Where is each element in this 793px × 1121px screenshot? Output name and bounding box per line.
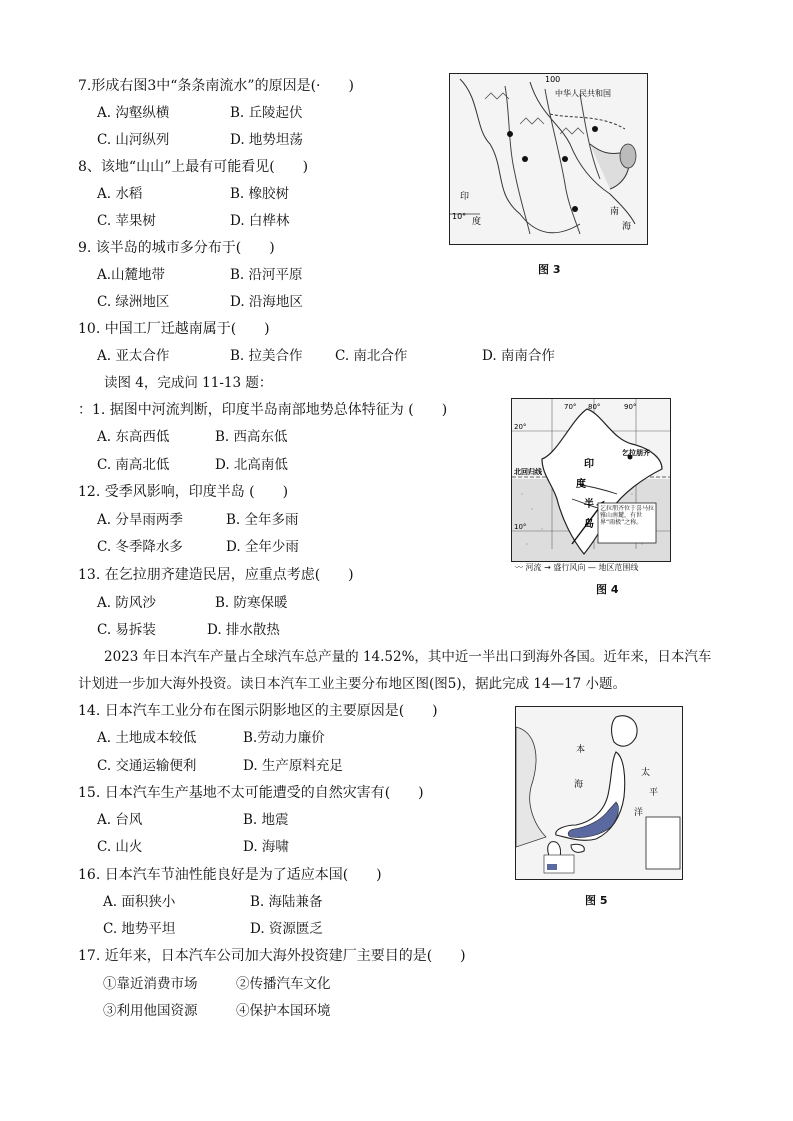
fig4-du: 度: [576, 479, 586, 490]
q16-option-a[interactable]: A. 面积狭小: [103, 894, 176, 910]
q16-option-b[interactable]: B. 海陆兼备: [250, 894, 323, 910]
intro-figure-4: 读图 4，完成问 11-13 题：: [104, 375, 273, 391]
fig5-tai: 太: [641, 768, 651, 778]
q11-option-c[interactable]: C. 南高北低: [97, 457, 170, 473]
q17-stem: 17. 近年来，日本汽车公司加大海外投资建厂主要目的是( ): [78, 948, 466, 964]
passage-line-1: 2023 年日本汽车产量占全球汽车总产量的 14.52%，其中近一半出口到海外各国。近年来，日本汽车: [104, 649, 712, 665]
fig4-lon70: 70°: [564, 403, 577, 411]
fig4-yin: 印: [584, 459, 594, 470]
q9-option-d[interactable]: D. 沿海地区: [230, 294, 303, 310]
q12-option-c[interactable]: C. 冬季降水多: [97, 539, 183, 555]
q16-stem: 16. 日本汽车节油性能良好是为了适应本国( ): [78, 867, 382, 883]
fig3-label-yin: 印: [460, 192, 470, 202]
q10-option-c[interactable]: C. 南北合作: [335, 348, 408, 364]
q16-option-c[interactable]: C. 地势平坦: [103, 921, 176, 937]
fig3-label-100: 100: [545, 75, 561, 84]
fig4-dao: 岛: [584, 519, 594, 530]
figure-5-caption: 图 5: [585, 894, 608, 907]
fig5-hai: 海: [574, 780, 584, 790]
q8-option-d[interactable]: D. 白桦林: [230, 213, 290, 229]
q17-option-1[interactable]: ①靠近消费市场: [103, 976, 198, 992]
q12-option-a[interactable]: A. 分旱雨两季: [97, 512, 183, 528]
q11-option-a[interactable]: A. 东高西低: [97, 429, 170, 445]
q17-option-4[interactable]: ④保护本国环境: [236, 1003, 331, 1019]
q10-option-d[interactable]: D. 南南合作: [482, 348, 555, 364]
q14-option-d[interactable]: D. 生产原料充足: [243, 758, 343, 774]
q16-option-d[interactable]: D. 资源匮乏: [250, 921, 323, 937]
fig3-label-hai: 海: [622, 222, 632, 232]
q12-stem: 12. 受季风影响，印度半岛 ( ): [78, 484, 289, 500]
figure-4-caption: 图 4: [596, 583, 619, 596]
q9-stem: 9. 该半岛的城市多分布于( ): [78, 240, 275, 256]
q10-stem: 10. 中国工厂迁越南属于( ): [78, 321, 270, 337]
q14-option-b[interactable]: B.劳动力廉价: [243, 730, 325, 746]
q17-option-2[interactable]: ②传播汽车文化: [236, 976, 331, 992]
q7-option-b[interactable]: B. 丘陵起伏: [230, 105, 303, 121]
q13-stem: 13. 在乞拉朋齐建造民居，应重点考虑( ): [78, 567, 354, 583]
q8-stem: 8、该地“山山”上最有可能看见( ): [78, 159, 309, 175]
fig3-label-du: 度: [472, 217, 482, 227]
q13-option-d[interactable]: D. 排水散热: [207, 622, 280, 638]
legend-boundary-icon: —: [587, 563, 596, 572]
fig4-lat10: 10°: [514, 523, 527, 531]
q9-option-b[interactable]: B. 沿河平原: [230, 267, 303, 283]
q14-stem: 14. 日本汽车工业分布在图示阴影地区的主要原因是( ): [78, 703, 438, 719]
fig4-legend: 〰 河流 → 盛行风向 — 地区范围线: [515, 563, 639, 572]
fig4-note: 乞拉朋齐位于喜马拉雅山南麓，有世界“雨极”之称。: [600, 505, 655, 526]
fig4-lon80: 80°: [588, 403, 601, 411]
fig4-tropic: 北回归线: [514, 468, 542, 476]
fig5-yang: 洋: [634, 808, 644, 818]
legend-wind-icon: →: [544, 563, 551, 572]
fig4-ban: 半: [584, 499, 594, 510]
q15-stem: 15. 日本汽车生产基地不太可能遭受的自然灾害有( ): [78, 785, 424, 801]
q15-option-c[interactable]: C. 山火: [97, 839, 143, 855]
figure-4-map: [511, 398, 671, 562]
fig4-lat20: 20°: [514, 423, 527, 431]
q13-option-a[interactable]: A. 防风沙: [97, 595, 156, 611]
q11-option-b[interactable]: B. 西高东低: [215, 429, 288, 445]
q13-option-b[interactable]: B. 防寒保暖: [215, 595, 288, 611]
q12-option-b[interactable]: B. 全年多雨: [226, 512, 299, 528]
q10-option-a[interactable]: A. 亚太合作: [97, 348, 170, 364]
q14-option-c[interactable]: C. 交通运输便利: [97, 758, 197, 774]
q8-option-c[interactable]: C. 苹果树: [97, 213, 156, 229]
q12-option-d[interactable]: D. 全年少雨: [226, 539, 299, 555]
figure-3-map: [449, 73, 648, 245]
q7-option-d[interactable]: D. 地势坦荡: [230, 132, 303, 148]
fig5-ben: 本: [576, 745, 586, 755]
q7-option-c[interactable]: C. 山河纵列: [97, 132, 170, 148]
fig3-label-nan: 南: [610, 207, 620, 217]
figure-5-map: [515, 706, 683, 880]
fig3-label-10deg: 10°: [452, 212, 467, 221]
q7-stem: 7.形成右图3中“条条南流水”的原因是(· ): [78, 78, 354, 94]
q17-option-3[interactable]: ③利用他国资源: [103, 1003, 198, 1019]
legend-river-icon: 〰: [515, 563, 523, 572]
fig3-label-prc: 中华人民共和国: [555, 89, 611, 98]
passage-line-2: 计划进一步加大海外投资。读日本汽车工业主要分布地区图(图5)，据此完成 14—17 小题。: [78, 676, 627, 692]
q8-option-a[interactable]: A. 水稻: [97, 186, 143, 202]
q15-option-b[interactable]: B. 地震: [243, 812, 289, 828]
q15-option-a[interactable]: A. 台风: [97, 812, 143, 828]
q8-option-b[interactable]: B. 橡胶树: [230, 186, 290, 202]
q9-option-a[interactable]: A.山麓地带: [97, 267, 166, 283]
q7-option-a[interactable]: A. 沟壑纵横: [97, 105, 170, 121]
q15-option-d[interactable]: D. 海啸: [243, 839, 289, 855]
q11-option-d[interactable]: D. 北高南低: [215, 457, 288, 473]
q10-option-b[interactable]: B. 拉美合作: [230, 348, 303, 364]
figure-3-caption: 图 3: [538, 263, 561, 276]
q13-option-c[interactable]: C. 易拆装: [97, 622, 156, 638]
q14-option-a[interactable]: A. 土地成本较低: [97, 730, 197, 746]
q9-option-c[interactable]: C. 绿洲地区: [97, 294, 170, 310]
q11-stem: ：1. 据图中河流判断，印度半岛南部地势总体特征为 ( ): [78, 402, 448, 418]
fig4-city: 乞拉朋齐: [622, 449, 650, 457]
fig4-lon90: 90°: [624, 403, 637, 411]
fig5-ping: 平: [649, 788, 659, 798]
